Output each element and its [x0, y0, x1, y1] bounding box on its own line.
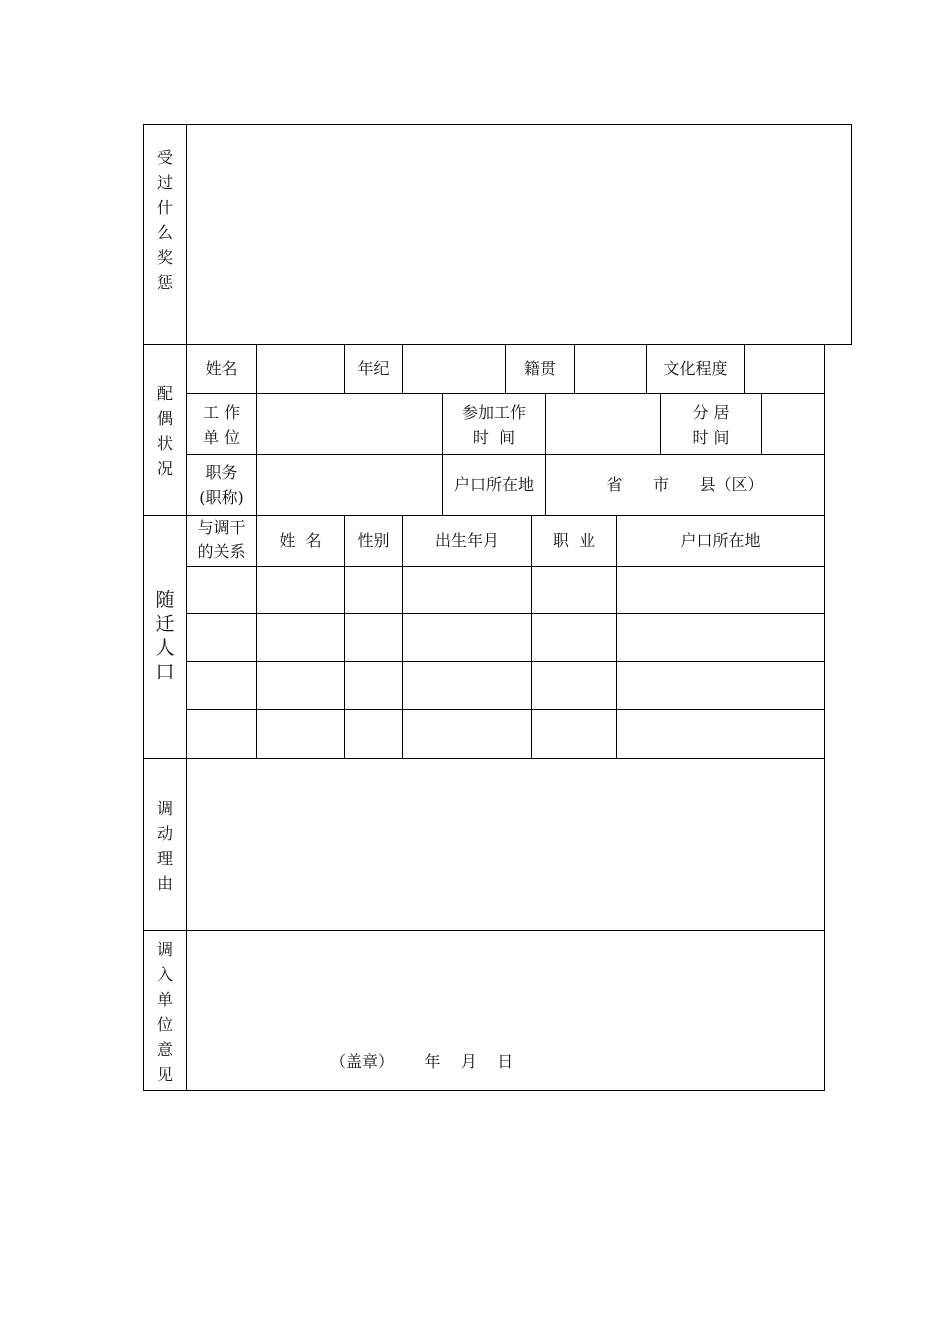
spouse-separation-label: 分 居 时 间	[692, 403, 730, 447]
rule-right	[824, 344, 825, 1091]
reason-field[interactable]	[187, 759, 824, 930]
receiving-unit-label: 调 入 单 位 意 见	[156, 940, 173, 1084]
spouse-separation-field[interactable]	[762, 394, 824, 454]
spouse-hukou-template[interactable]: 省 市 县（区）	[606, 475, 764, 494]
spouse-education-field[interactable]	[745, 345, 824, 393]
migrant-row-1[interactable]	[187, 567, 824, 613]
migrant-header-relation: 与调干 的关系	[197, 518, 246, 561]
spouse-name-field[interactable]	[257, 345, 344, 393]
spouse-native-place-field[interactable]	[575, 345, 646, 393]
spouse-section-label: 配 偶 状 况	[156, 384, 173, 478]
migrant-header-gender: 性别	[357, 531, 390, 550]
rule-bottom	[143, 1090, 824, 1091]
rule-right-awards	[851, 124, 852, 345]
spouse-native-place-label: 籍贯	[523, 359, 556, 378]
awards-label: 受 过 什 么 奖 惩	[156, 148, 173, 292]
migrant-header-birth: 出生年月	[434, 531, 499, 550]
migrant-header-occupation: 职 业	[552, 531, 596, 550]
spouse-join-work-field[interactable]	[546, 394, 660, 454]
spouse-work-unit-label: 工 作 单 位	[202, 403, 241, 447]
spouse-name-label: 姓名	[205, 359, 238, 378]
spouse-join-work-label: 参加工作 时 间	[461, 403, 526, 447]
spouse-position-field[interactable]	[257, 455, 442, 515]
spouse-hukou-label: 户口所在地	[453, 475, 534, 494]
spouse-education-label: 文化程度	[663, 359, 728, 378]
awards-field[interactable]	[187, 125, 851, 344]
seal-date-line: （盖章） 年 月 日	[330, 1052, 514, 1071]
spouse-position-label: 职务 (职称)	[199, 463, 244, 507]
migrant-row-4[interactable]	[187, 710, 824, 758]
spouse-age-label: 年纪	[357, 359, 390, 378]
migrant-row-3[interactable]	[187, 662, 824, 709]
spouse-work-unit-field[interactable]	[257, 394, 442, 454]
spouse-age-field[interactable]	[403, 345, 505, 393]
reason-label: 调 动 理 由	[156, 799, 173, 893]
migrant-header-name: 姓 名	[279, 531, 322, 550]
migrant-row-2[interactable]	[187, 614, 824, 661]
migrants-section-label: 随 迁 人 口	[155, 589, 175, 683]
migrant-header-hukou: 户口所在地	[680, 531, 761, 550]
